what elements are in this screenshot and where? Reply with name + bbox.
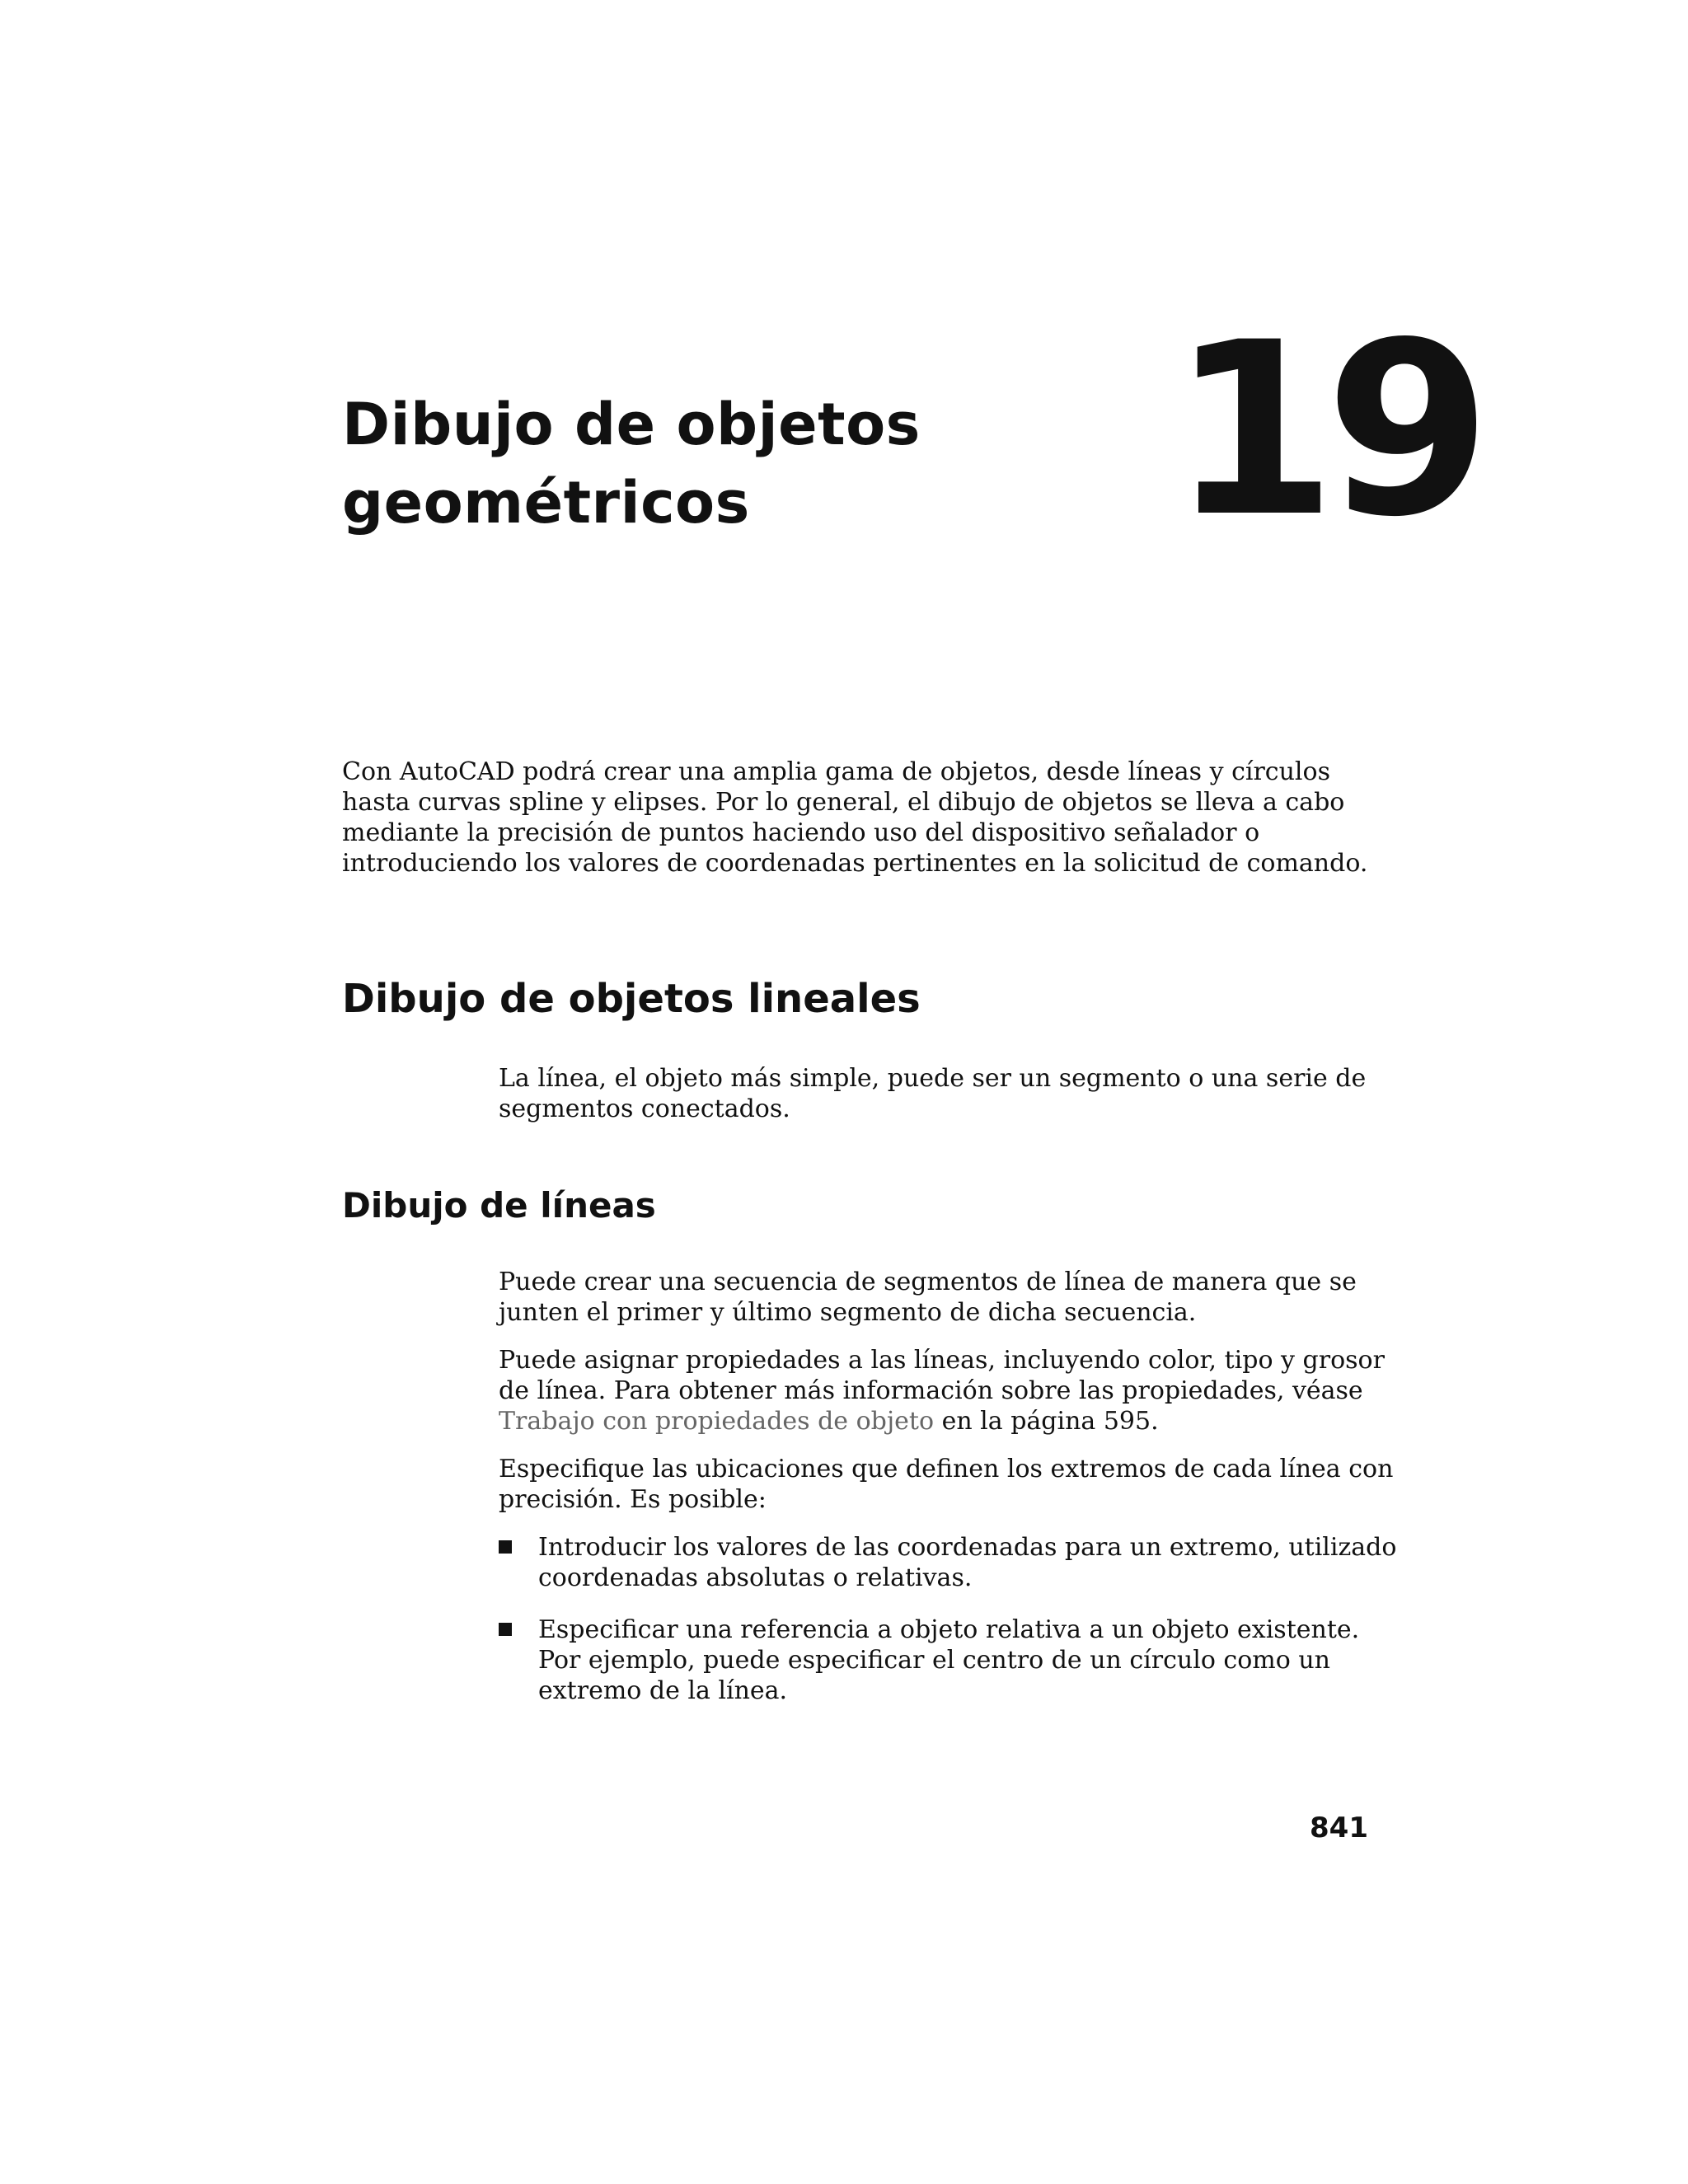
list-item-text: Especificar una referencia a objeto relativa a un objeto existente. Por ejemplo, puede especificar el centro de un círculo como un extremo de la línea. (538, 1615, 1360, 1705)
list-item-text: Introducir los valores de las coordenadas para un extremo, utilizado coordenadas absolutas o relativas. (538, 1533, 1397, 1592)
link-object-properties[interactable]: Trabajo con propiedades de objeto (499, 1407, 935, 1436)
section-linear-objects-paragraph: La línea, el objeto más simple, puede ser un segmento o una serie de segmentos conectados. (499, 1064, 1367, 1123)
lines-paragraph-1: Puede crear una secuencia de segmentos de línea de manera que se junten el primer y último segmento de dicha secuencia. (499, 1268, 1357, 1327)
square-bullet-icon (499, 1540, 512, 1554)
chapter-title-line-2: geométricos (342, 469, 750, 537)
page-number: 841 (1310, 1811, 1368, 1844)
lines-paragraph-3: Especifique las ubicaciones que definen los extremos de cada línea con precisión. Es posible: (499, 1455, 1394, 1514)
list-item (499, 1615, 1405, 1706)
intro-paragraph: Con AutoCAD podrá crear una amplia gama de objetos, desde líneas y círculos hasta curvas spline y elipses. Por lo general, el dibujo de objetos se lleva a cabo mediante la precisión de puntos haciendo uso del dispositivo señalador o introduciendo los valores de coordenadas pertinentes en la solicitud de comando. (342, 757, 1368, 878)
chapter-number: 19 (1170, 292, 1480, 569)
section-heading-drawing-lines: Dibujo de líneas (342, 1185, 656, 1226)
lines-paragraph-2 (499, 1345, 1405, 1436)
list-item (499, 1532, 1405, 1593)
chapter-title (342, 386, 1249, 542)
lines-paragraph-2-text-before: Puede asignar propiedades a las líneas, incluyendo color, tipo y grosor de línea. Para obtener más información sobre las propiedades, véase (499, 1346, 1385, 1405)
section-drawing-lines-body (499, 1267, 1405, 1727)
section-heading-linear-objects: Dibujo de objetos lineales (342, 976, 921, 1022)
square-bullet-icon (499, 1623, 512, 1636)
chapter-title-line-1: Dibujo de objetos (342, 391, 921, 458)
bullet-list (499, 1532, 1405, 1706)
lines-paragraph-2-text-after: en la página 595. (934, 1407, 1159, 1436)
